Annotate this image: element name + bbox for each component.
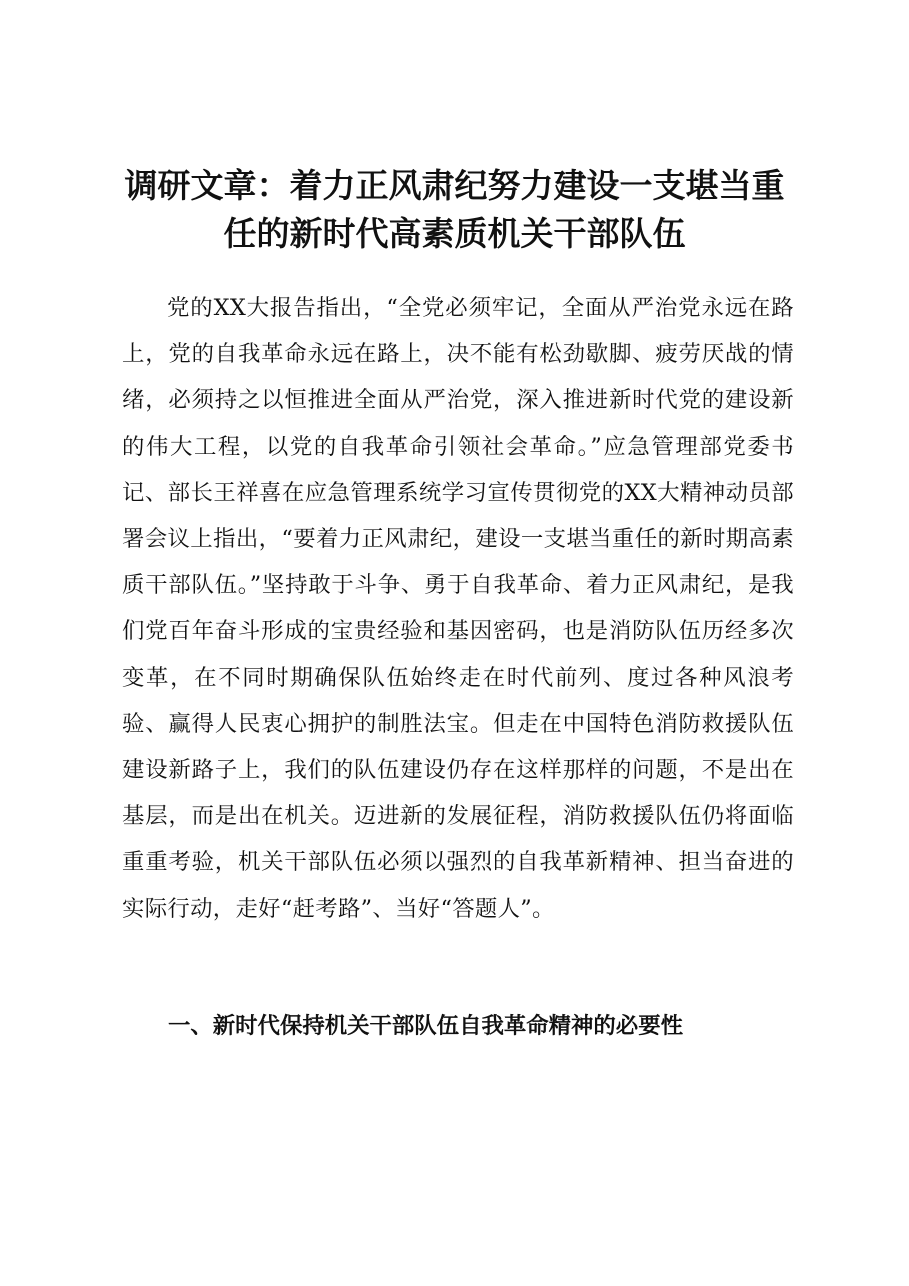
document-title-line-1: 调研文章：着力正风肃纪努力建设一支堪当重 [124,166,785,205]
body-paragraph: 党的XX大报告指出，“全党必须牢记，全面从严治党永远在路上，党的自我革命永远在路上，决不能有松劲歇脚、疲劳厌战的情绪，必须持之以恒推进全面从严治党，深入推进新时代党的建设新的伟大工程，以党的自我革命引领社会革命。”应急管理部党委书记、部长王祥喜在应急管理系统学习宣传贯彻党的XX大精神动员部署会议上指出，“要着力正风肃纪，建设一支堪当重任的新时期高素质干部队伍。”坚持敢于斗争、勇于自我革命、着力正风肃纪，是我们党百年奋斗形成的宝贵经验和基因密码，也是消防队伍历经多次变革，在不同时期确保队伍始终走在时代前列、度过各种风浪考验、赢得人民衷心拥护的制胜法宝。但走在中国特色消防救援队伍建设新路子上，我们的队伍建设仍存在这样那样的问题，不是出在基层，而是出在机关。迈进新的发展征程，消防救援队伍仍将面临重重考验，机关干部队伍必须以强烈的自我革新精神、担当奋进的实际行动，走好“赶考路”、当好“答题人”。 [122,295,794,922]
document-title-line-2: 任的新时代高素质机关干部队伍 [223,214,686,253]
section-heading: 一、新时代保持机关干部队伍自我革命精神的必要性 [168,1013,683,1039]
